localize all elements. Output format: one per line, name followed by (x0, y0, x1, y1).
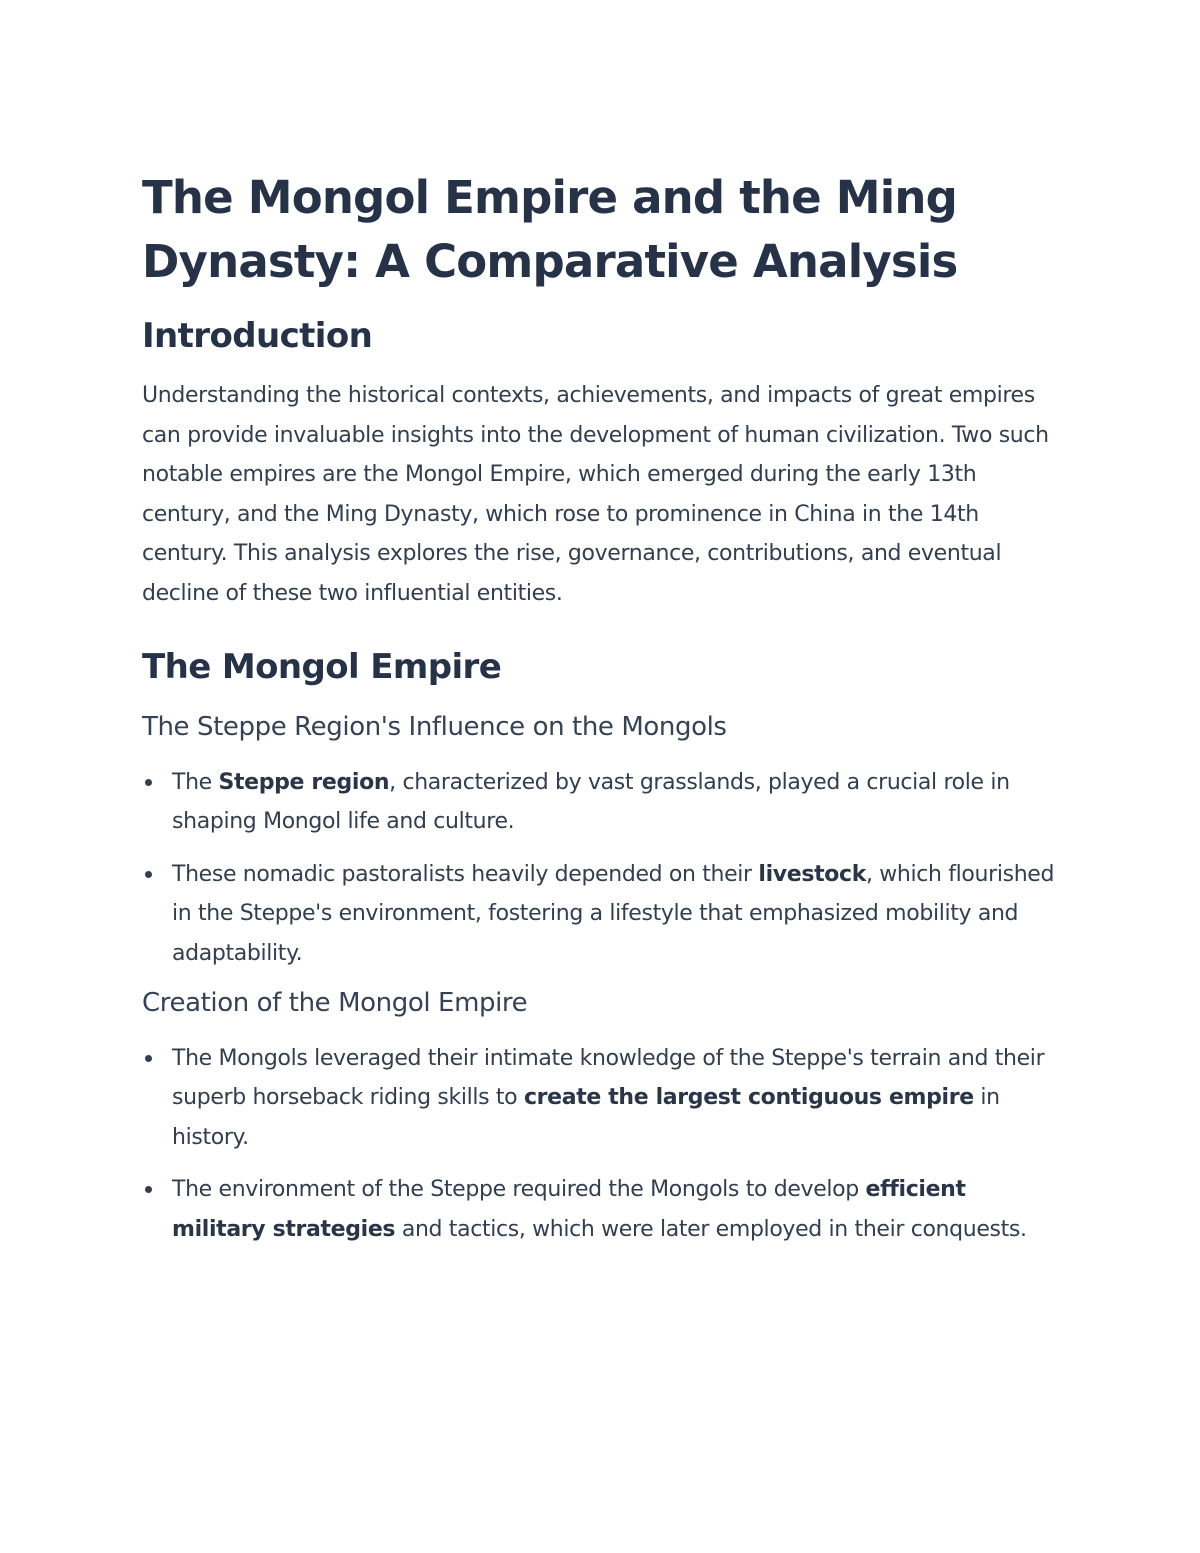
bullet-text: The Mongols leveraged their intimate knowledge of the Steppe's terrain and their superb horseback riding skills to (172, 1045, 1045, 1111)
bullet-bold-text: Steppe region (218, 769, 390, 795)
bullet-text: , which flourished in the Steppe's environment, fostering a lifestyle that emphasized mobility and adaptability. (172, 861, 1055, 966)
mongol-empire-heading: The Mongol Empire (142, 646, 502, 687)
document-title: The Mongol Empire and the Ming Dynasty: A Comparative Analysis (142, 171, 958, 288)
steppe-influence-subheading: The Steppe Region's Influence on the Mongols (142, 711, 727, 742)
bullet-icon (145, 1186, 152, 1193)
bullet-bold-text: livestock (758, 861, 866, 887)
introduction-paragraph: Understanding the historical contexts, achievements, and impacts of great empires can provide invaluable insights into the development of human civilization. Two such notable empires are the Mongol Empire, which emerged during the early 13th century, and the Ming Dynasty, which rose to prominence in China in the 14th century. This analysis explores the rise, governance, contributions, and eventual decline of these two influential entities. (142, 383, 1049, 606)
list-item (142, 1170, 1062, 1249)
bullet-text: The environment of the Steppe required the Mongols to develop (172, 1177, 866, 1203)
bullet-text: and tactics, which were later employed in their conquests. (395, 1216, 1027, 1242)
steppe-influence-list (142, 763, 1062, 974)
bullet-text: in history. (172, 1085, 1000, 1150)
bullet-icon (145, 779, 152, 786)
bullet-bold-text: efficient military strategies (172, 1177, 966, 1242)
list-item (142, 1039, 1062, 1158)
bullet-icon (145, 1055, 152, 1062)
list-item (142, 855, 1062, 974)
document-page (142, 166, 1062, 1250)
list-item (142, 763, 1062, 842)
creation-list (142, 1039, 1062, 1250)
bullet-text: These nomadic pastoralists heavily depended on their (172, 861, 759, 887)
introduction-heading: Introduction (142, 316, 373, 356)
bullet-icon (145, 871, 152, 878)
bullet-text: , characterized by vast grasslands, played a crucial role in shaping Mongol life and culture. (172, 769, 1010, 835)
creation-subheading: Creation of the Mongol Empire (142, 987, 528, 1018)
bullet-text: The (172, 769, 219, 795)
bullet-bold-text: create the largest contiguous empire (523, 1085, 974, 1111)
